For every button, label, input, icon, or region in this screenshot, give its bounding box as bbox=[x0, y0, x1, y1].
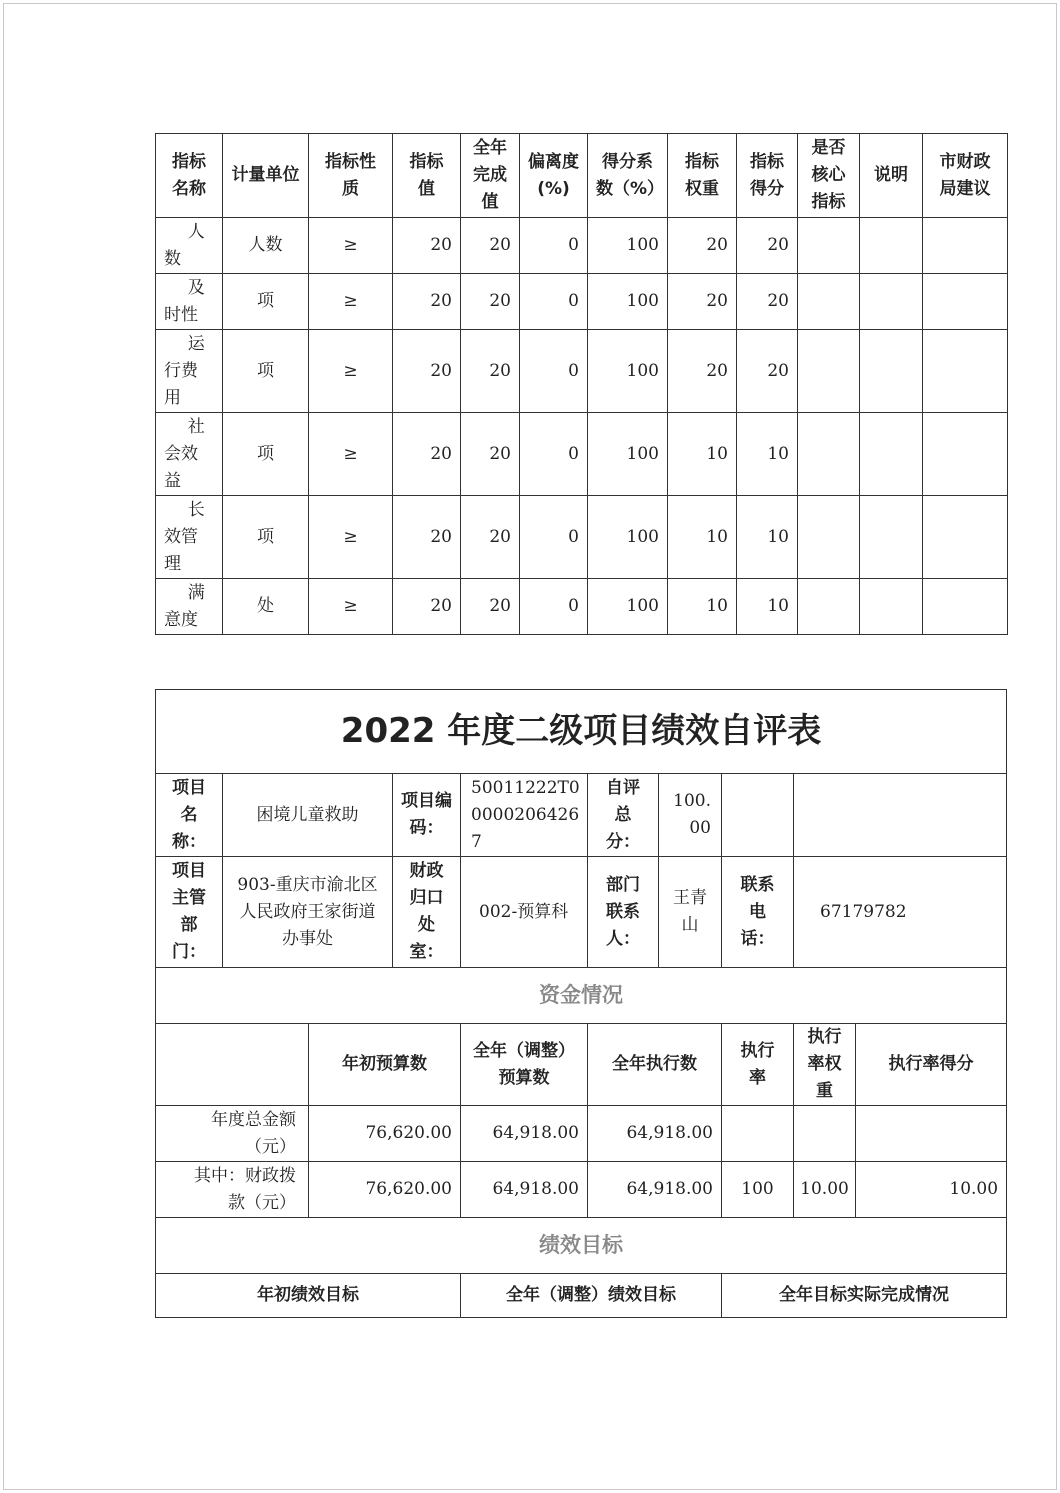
header-note: 说明 bbox=[860, 134, 923, 218]
header-exec-rate: 执行率 bbox=[722, 1024, 794, 1106]
project-code-label: 项目编码： bbox=[393, 774, 461, 857]
dept: 903-重庆市渝北区人民政府王家街道办事处 bbox=[223, 857, 393, 968]
funding-section-title: 资金情况 bbox=[156, 968, 1007, 1024]
value: 20 bbox=[393, 218, 461, 274]
indicator-name: 及时性 bbox=[156, 274, 223, 330]
table-row bbox=[156, 496, 1008, 579]
score: 20 bbox=[737, 330, 798, 413]
header-coef: 得分系数（%） bbox=[588, 134, 668, 218]
suggestion bbox=[923, 330, 1008, 413]
indicator-name: 运行费用 bbox=[156, 330, 223, 413]
deviation: 0 bbox=[520, 274, 588, 330]
phone: 67179782 bbox=[794, 857, 1007, 968]
done: 20 bbox=[461, 413, 520, 496]
core bbox=[798, 413, 860, 496]
evaluation-form bbox=[155, 689, 1007, 1318]
suggestion bbox=[923, 218, 1008, 274]
unit: 项 bbox=[223, 496, 309, 579]
indicator-table bbox=[155, 133, 1008, 635]
coef: 100 bbox=[588, 218, 668, 274]
goal-section-row bbox=[156, 1218, 1007, 1274]
header-actual-completion: 全年目标实际完成情况 bbox=[722, 1274, 1007, 1318]
goal-section-title: 绩效目标 bbox=[156, 1218, 1007, 1274]
nature: ≥ bbox=[309, 579, 393, 635]
table-row bbox=[156, 413, 1008, 496]
weight: 10 bbox=[668, 579, 737, 635]
header-unit: 计量单位 bbox=[223, 134, 309, 218]
initial-budget: 76,620.00 bbox=[309, 1106, 461, 1162]
core bbox=[798, 274, 860, 330]
suggestion bbox=[923, 579, 1008, 635]
done: 20 bbox=[461, 579, 520, 635]
indicator-name: 社会效益 bbox=[156, 413, 223, 496]
exec-rate bbox=[722, 1106, 794, 1162]
core bbox=[798, 330, 860, 413]
table-row bbox=[156, 274, 1008, 330]
coef: 100 bbox=[588, 579, 668, 635]
indicator-name: 长效管理 bbox=[156, 496, 223, 579]
empty-cell bbox=[794, 774, 1007, 857]
deviation: 0 bbox=[520, 413, 588, 496]
table-row bbox=[156, 579, 1008, 635]
initial-budget: 76,620.00 bbox=[309, 1162, 461, 1218]
indicator-name: 满意度 bbox=[156, 579, 223, 635]
weight: 10 bbox=[668, 496, 737, 579]
project-name-label: 项目名称： bbox=[156, 774, 223, 857]
coef: 100 bbox=[588, 413, 668, 496]
empty-cell bbox=[156, 1024, 309, 1106]
exec-rate-weight: 10.00 bbox=[794, 1162, 856, 1218]
department-info-row bbox=[156, 857, 1007, 968]
nature: ≥ bbox=[309, 496, 393, 579]
header-exec-rate-score: 执行率得分 bbox=[856, 1024, 1007, 1106]
score: 20 bbox=[737, 218, 798, 274]
dept-label: 项目主管部门： bbox=[156, 857, 223, 968]
unit: 处 bbox=[223, 579, 309, 635]
value: 20 bbox=[393, 413, 461, 496]
contact: 王青山 bbox=[659, 857, 722, 968]
executed: 64,918.00 bbox=[588, 1162, 722, 1218]
header-suggestion: 市财政局建议 bbox=[923, 134, 1008, 218]
nature: ≥ bbox=[309, 330, 393, 413]
core bbox=[798, 579, 860, 635]
goal-header-row bbox=[156, 1274, 1007, 1318]
funding-row-label: 其中：财政拨款（元） bbox=[156, 1162, 309, 1218]
score: 20 bbox=[737, 274, 798, 330]
funding-section-row bbox=[156, 968, 1007, 1024]
score: 10 bbox=[737, 413, 798, 496]
table-row bbox=[156, 330, 1008, 413]
coef: 100 bbox=[588, 274, 668, 330]
unit: 人数 bbox=[223, 218, 309, 274]
header-initial-budget: 年初预算数 bbox=[309, 1024, 461, 1106]
suggestion bbox=[923, 496, 1008, 579]
empty-cell bbox=[722, 774, 794, 857]
funding-header-row bbox=[156, 1024, 1007, 1106]
note bbox=[860, 579, 923, 635]
header-nature: 指标性质 bbox=[309, 134, 393, 218]
coef: 100 bbox=[588, 330, 668, 413]
finance-office-label: 财政归口处室： bbox=[393, 857, 461, 968]
deviation: 0 bbox=[520, 579, 588, 635]
done: 20 bbox=[461, 218, 520, 274]
score: 10 bbox=[737, 579, 798, 635]
exec-rate: 100 bbox=[722, 1162, 794, 1218]
note bbox=[860, 413, 923, 496]
header-core: 是否核心指标 bbox=[798, 134, 860, 218]
indicator-header-row bbox=[156, 134, 1008, 218]
unit: 项 bbox=[223, 330, 309, 413]
nature: ≥ bbox=[309, 413, 393, 496]
header-deviation: 偏离度(%) bbox=[520, 134, 588, 218]
indicator-name: 人数 bbox=[156, 218, 223, 274]
deviation: 0 bbox=[520, 496, 588, 579]
table-row bbox=[156, 218, 1008, 274]
form-title: 2022 年度二级项目绩效自评表 bbox=[156, 690, 1007, 774]
suggestion bbox=[923, 413, 1008, 496]
value: 20 bbox=[393, 496, 461, 579]
adjusted-budget: 64,918.00 bbox=[461, 1106, 588, 1162]
funding-row-label: 年度总金额（元） bbox=[156, 1106, 309, 1162]
total-score: 100.00 bbox=[659, 774, 722, 857]
table-row bbox=[156, 1106, 1007, 1162]
exec-rate-score bbox=[856, 1106, 1007, 1162]
value: 20 bbox=[393, 274, 461, 330]
header-executed: 全年执行数 bbox=[588, 1024, 722, 1106]
adjusted-budget: 64,918.00 bbox=[461, 1162, 588, 1218]
header-weight: 指标权重 bbox=[668, 134, 737, 218]
executed: 64,918.00 bbox=[588, 1106, 722, 1162]
unit: 项 bbox=[223, 413, 309, 496]
note bbox=[860, 330, 923, 413]
deviation: 0 bbox=[520, 330, 588, 413]
header-indicator-name: 指标名称 bbox=[156, 134, 223, 218]
coef: 100 bbox=[588, 496, 668, 579]
table-row bbox=[156, 1162, 1007, 1218]
finance-office: 002-预算科 bbox=[461, 857, 588, 968]
core bbox=[798, 218, 860, 274]
done: 20 bbox=[461, 330, 520, 413]
project-code: 50011222T000002064267 bbox=[461, 774, 588, 857]
total-score-label: 自评总分： bbox=[588, 774, 659, 857]
header-done: 全年完成值 bbox=[461, 134, 520, 218]
core bbox=[798, 496, 860, 579]
weight: 20 bbox=[668, 218, 737, 274]
exec-rate-score: 10.00 bbox=[856, 1162, 1007, 1218]
note bbox=[860, 218, 923, 274]
suggestion bbox=[923, 274, 1008, 330]
header-initial-goal: 年初绩效目标 bbox=[156, 1274, 461, 1318]
note bbox=[860, 496, 923, 579]
project-name: 困境儿童救助 bbox=[223, 774, 393, 857]
contact-label: 部门联系人： bbox=[588, 857, 659, 968]
weight: 10 bbox=[668, 413, 737, 496]
header-score: 指标得分 bbox=[737, 134, 798, 218]
phone-label: 联系电话： bbox=[722, 857, 794, 968]
project-info-row bbox=[156, 774, 1007, 857]
form-title-row bbox=[156, 690, 1007, 774]
header-adjusted-budget: 全年（调整）预算数 bbox=[461, 1024, 588, 1106]
done: 20 bbox=[461, 274, 520, 330]
unit: 项 bbox=[223, 274, 309, 330]
weight: 20 bbox=[668, 274, 737, 330]
header-exec-rate-weight: 执行率权重 bbox=[794, 1024, 856, 1106]
nature: ≥ bbox=[309, 274, 393, 330]
value: 20 bbox=[393, 579, 461, 635]
header-value: 指标值 bbox=[393, 134, 461, 218]
weight: 20 bbox=[668, 330, 737, 413]
done: 20 bbox=[461, 496, 520, 579]
note bbox=[860, 274, 923, 330]
exec-rate-weight bbox=[794, 1106, 856, 1162]
nature: ≥ bbox=[309, 218, 393, 274]
deviation: 0 bbox=[520, 218, 588, 274]
score: 10 bbox=[737, 496, 798, 579]
header-adjusted-goal: 全年（调整）绩效目标 bbox=[461, 1274, 722, 1318]
value: 20 bbox=[393, 330, 461, 413]
